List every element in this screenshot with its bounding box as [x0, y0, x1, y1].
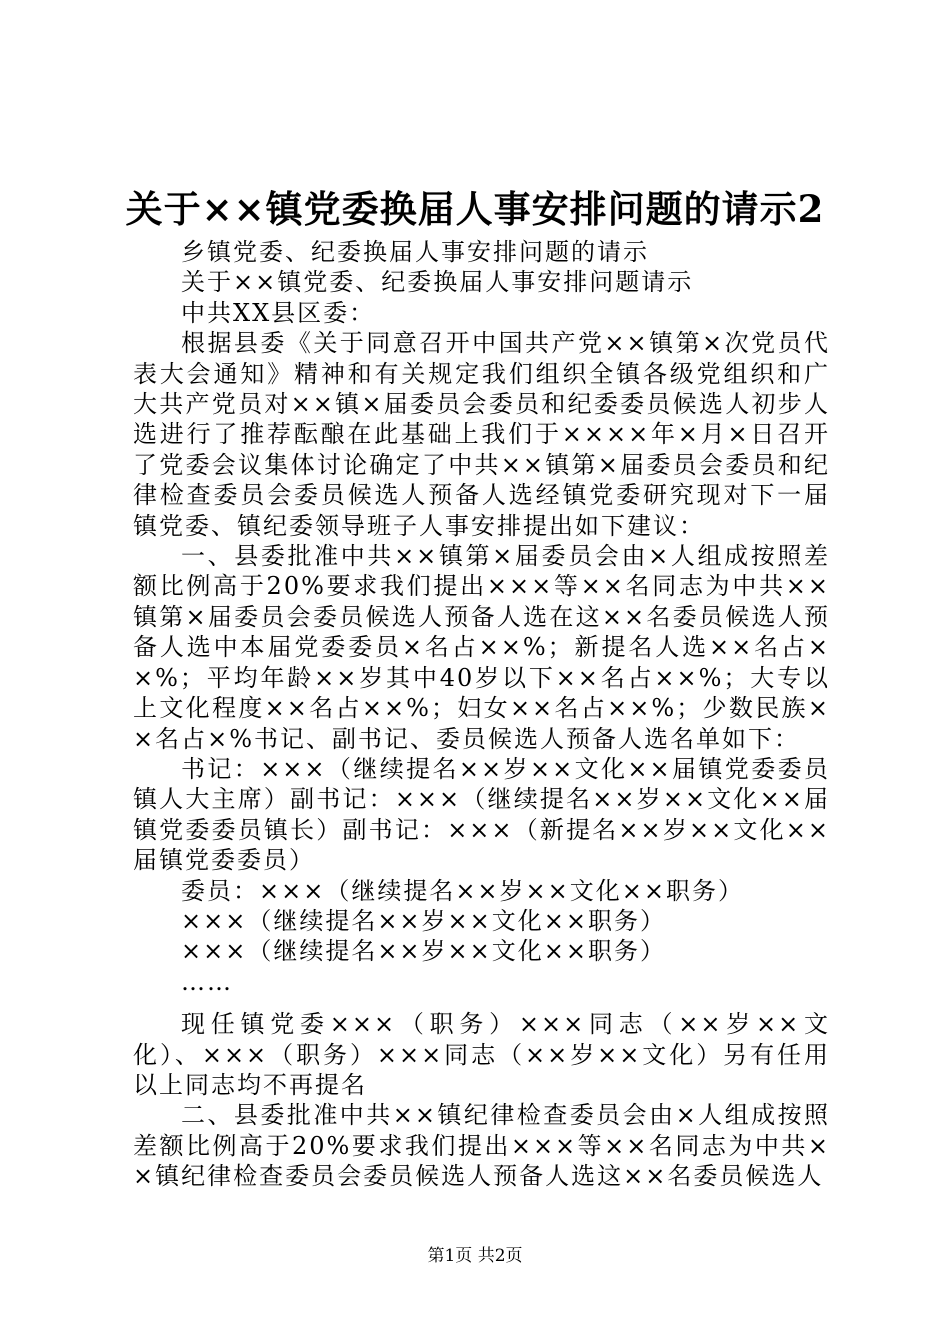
- paragraph-introduction: 根据县委《关于同意召开中国共产党××镇第×次党员代表大会通知》精神和有关规定我们组织全镇各级党组织和广大共产党员对××镇×届委员会委员和纪委委员候选人初步人选进行了推荐酝酿在此基础上我们于××××年×月×日召开了党委会议集体讨论确定了中共××镇第×届委员会委员和纪律检查委员会委员候选人预备人选经镇党委研究现对下一届镇党委、镇纪委领导班子人事安排提出如下建议：: [133, 329, 830, 540]
- document-body: [133, 237, 830, 1192]
- paragraph-subject-line: 乡镇党委、纪委换届人事安排问题的请示: [181, 238, 649, 266]
- paragraph-request-title: 关于××镇党委、纪委换届人事安排问题请示: [181, 268, 694, 297]
- paragraph-ellipsis: ……: [181, 967, 233, 996]
- paragraph-section-one: 一、县委批准中共××镇第×届委员会由×人组成按照差额比例高于20%要求我们提出×××等××名同志为中共××镇第×届委员会委员候选人预备人选在这××名委员候选人预备人选中本届党委委员×名占××%；新提名人选××名占××%；平均年龄××岁其中40岁以下××名占××%；大专以上文化程度××名占××%；妇女××名占××%；少数民族××名占×%书记、副书记、委员候选人预备人选名单如下：: [133, 542, 830, 753]
- paragraph-section-two: 二、县委批准中共××镇纪律检查委员会由×人组成按照差额比例高于20%要求我们提出×××等××名同志为中共××镇纪律检查委员会委员候选人预备人选这××名委员候选人: [133, 1101, 830, 1191]
- paragraph-member-3: ×××（继续提名××岁××文化××职务）: [181, 937, 666, 966]
- paragraph-member-2: ×××（继续提名××岁××文化××职务）: [181, 906, 666, 935]
- page-number-footer: 第1页 共2页: [427, 1246, 523, 1266]
- document-title: 关于××镇党委换届人事安排问题的请示2: [125, 187, 825, 231]
- paragraph-member-1: 委员：×××（继续提名××岁××文化××职务）: [181, 876, 744, 905]
- paragraph-addressee: 中共XX县区委：: [181, 298, 376, 327]
- paragraph-secretary-list: 书记：×××（继续提名××岁××文化××届镇党委委员镇人大主席）副书记：×××（继续提名××岁××文化××届镇党委委员镇长）副书记：×××（新提名××岁××文化××届镇党委委员）: [133, 754, 830, 875]
- paragraph-current-members: 现任镇党委×××（职务）×××同志（××岁××文化）、×××（职务）×××同志（××岁××文化）另有任用以上同志均不再提名: [133, 1010, 830, 1099]
